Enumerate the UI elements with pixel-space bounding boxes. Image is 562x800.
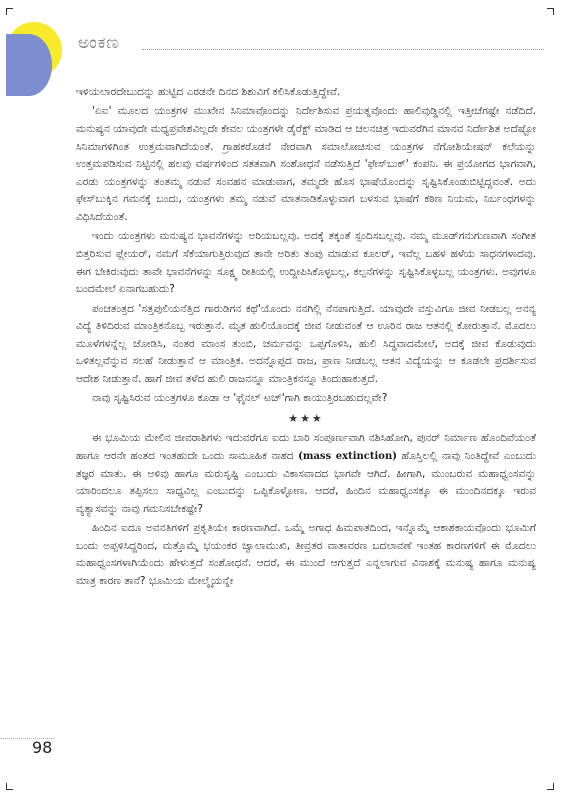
paragraph-3: ಇಂದು ಯಂತ್ರಗಳು ಮನುಷ್ಯನ ಭಾವನೆಗಳನ್ನು ಅರಿಯಬಲ್ಲವು. ಅದಕ್ಕೆ ತಕ್ಕಂತೆ ಸ್ಪಂದಿಸಬಲ್ಲವು. ನಮ್ಮ ಮೂಡ್‌ಗನುಗುಣವಾಗಿ ಸಂಗೀತ ಬಿತ್ತರಿಸುವ ಪ್ಲೇಯರ್, ನಮಗೆ ಸೆಕೆಯಾಗುತ್ತಿರುವುದ ತಾನೇ ಅರಿತು ತಂಪು ಮಾಡುವ ಕೂಲರ್, ಇವೆಲ್ಲ ಬಹಳ ಹಳೆಯ ಸಾಧನಗಳಾದವು. ಈಗ ಬೇಕಿರುವುದು ತಾವೇ ಭಾವನೆಗಳನ್ನು ಸೂಕ್ಷ್ಮ ರೀತಿಯಲ್ಲಿ ಉದ್ದೀಪಿಸಿಕೊಳ್ಳಬಲ್ಲ, ಕಲ್ಪನೆಗಳನ್ನು ಸೃಷ್ಟಿಸಿಕೊಳ್ಳಬಲ್ಲ ಯಂತ್ರಗಳು. ಅವುಗಳೂ ಬಂದಮೇಲೆ ಏನಾಗಬಹುದು? (76, 230, 536, 296)
page-number: 98 (32, 738, 53, 757)
paragraph-6-text-b: ಹೊಸ್ತಿಲಲ್ಲಿ ನಾವು ನಿಂತಿದ್ದೇವೆ ಎಂಬುದು ತಜ್ಞರ ಮಾತು. ಈ ಅಳಿವು ಹಾಗೂ ಮರುಸೃಷ್ಟಿ ಎಂಬುದು ವಿಕಾಸವಾದದ ಭಾಗವೇ ಆಗಿದೆ. ಹೀಗಾಗಿ, ಮುಂಬರುವ ಮಹಾಧ್ವಂಸವನ್ನು ಯಾರಿಂದಲೂ ತಪ್ಪಿಸಲು ಸಾಧ್ಯವಿಲ್ಲ ಎಂಬುದನ್ನು ಒಪ್ಪಿಕೊಳ್ಳೋಣ. ಆದರೆ, ಹಿಂದಿನ ಮಹಾಧ್ವಂಸಕ್ಕೂ ಈ ಮುಂದಿನದಕ್ಕೂ ಇರುವ ವ್ಯತ್ಯಾಸವನ್ನು ನಾವು ಗಮನಿಸಬೇಕಷ್ಟೇ? (76, 450, 537, 515)
paragraph-5: ನಾವು ಸೃಷ್ಟಿಸಿರುವ ಯಂತ್ರಗಳೂ ಕೂಡಾ ಆ 'ಫೈನಲ್ ಟಚ್'ಗಾಗಿ ಕಾಯುತ್ತಿರಬಹುದಲ್ಲವೇ? (92, 392, 388, 405)
section-title: ಅಂಕಣ (78, 33, 120, 53)
article-body (76, 84, 536, 592)
decorative-blue-half-circle (6, 34, 52, 96)
crop-mark-top-left (6, 8, 13, 15)
header-dotted-rule (142, 49, 544, 50)
paragraph-4: ಪಂಚತಂತ್ರದ 'ಸತ್ತಪುಲಿಯನೆತ್ತಿದ ಗಾರುಡಿಗನ ಕಥೆ'ಯೊಂದು ನನಗಿಲ್ಲಿ ನೆನಪಾಗುತ್ತಿದೆ. ಯಾವುದೇ ವಸ್ತುವಿಗೂ ಜೀವ ನೀಡಬಲ್ಲ ಅನನ್ಯ ವಿದ್ಯೆ ತಿಳಿದಿರುವ ಮಾಂತ್ರಿಕನೊಬ್ಬ ಇರುತ್ತಾನೆ. ಮೃತ ಹುಲಿಯೊಂದಕ್ಕೆ ಜೀವ ನೀಡುವಂತೆ ಆ ಊರಿನ ರಾಜ ಆತನಲ್ಲಿ ಕೋರುತ್ತಾನೆ. ಮೊದಲು ಮೂಳೆಗಳನ್ನೆಲ್ಲ ಜೋಡಿಸಿ, ನಂತರ ಮಾಂಸ ತುಂಬಿ, ಚರ್ಮವನ್ನು ಒಪ್ಪಗೊಳಿಸಿ, ಹುಲಿ ಸಿದ್ಧವಾದಮೇಲೆ, ಅದಕ್ಕೆ ಜೀವ ಕೊಡುವುದು ಒಳಿತಲ್ಲವೆನ್ನುವ ಸಲಹೆ ನೀಡುತ್ತಾನೆ ಆ ಮಾಂತ್ರಿಕ. ಅದನ್ನೊಪ್ಪದ ರಾಜ, ಪ್ರಾಣ ನೀಡಬಲ್ಲ ಆತನ ವಿದ್ಯೆಯನ್ನು ಆ ಕೂಡಲೇ ಪ್ರದರ್ಶಿಸುವ ಆದೇಶ ನೀಡುತ್ತಾನೆ. ಹಾಗೆ ಜೀವ ತಳೆದ ಹುಲಿ ರಾಜನನ್ನೂ ಮಾಂತ್ರಿಕನನ್ನೂ ತಿಂದುಹಾಕುತ್ತದೆ. (76, 302, 536, 385)
section-separator: ★★★ (288, 411, 324, 425)
crop-mark-bottom-left (6, 783, 13, 790)
paragraph-7: ಹಿಂದಿನ ಐದೂ ಅವನತಿಗಳಿಗೆ ಪ್ರಕೃತಿಯೇ ಕಾರಣವಾಗಿದೆ. ಒಮ್ಮೆ ಅಗಾಧ ಹಿಮಪಾತದಿಂದ, ಇನ್ನೊಮ್ಮೆ ಆಕಾಶಕಾಯವೊಂದು ಭೂಮಿಗೆ ಬಂದು ಅಪ್ಪಳಿಸಿದ್ದರಿಂದ, ಮತ್ತೊಮ್ಮೆ ಭಯಂಕರ ಜ್ವಾಲಾಮುಖಿ, ತೀವ್ರತರ ವಾತಾವರಣ ಬದಲಾವಣೆ ಇಂತಹ ಕಾರಣಗಳಿಗೆ ಈ ಮೊದಲು ಮಹಾಧ್ವಂಸಗಳಾಗಿಯೆಂದು ಹೇಳುತ್ತದೆ ಸಂಶೋಧನೆ. ಆದರೆ, ಈ ಮುಂದೆ ಆಗುತ್ತದೆ ಎನ್ನಲಾಗುವ ವಿನಾಶಕ್ಕೆ ಮನುಷ್ಯ ಹಾಗೂ ಮನುಷ್ಯ ಮಾತ್ರ ಕಾರಣ ತಾನೆ? ಭೂಮಿಯ ಮೇಲ್ಮೈಯನ್ನೇ (76, 522, 536, 588)
paragraph-6-text-a: ಈ ಭೂಮಿಯ ಮೇಲಿನ ಜೀವರಾಶಿಗಳು ಇದುವರೆಗೂ ಐದು ಬಾರಿ ಸಂಪೂರ್ಣವಾಗಿ ನಶಿಸಿಹೋಗಿ, ಪುನರ್ ನಿರ್ಮಾಣ ಹೊಂದಿವೆಯಂತೆ ಹಾಗೂ ಆರನೇ ಹಂತದ ಇಂತಹುದೇ ಒಂದು ಸಾಮೂಹಿಕ ನಾಶದ (76, 432, 536, 463)
paragraph-2: 'ಏಐ' ಮೂಲದ ಯಂತ್ರಗಳ ಮುಖೇನ ಸಿನಿಮಾವೊಂದನ್ನು ನಿರ್ದೇಶಿಸುವ ಪ್ರಯತ್ನವೊಂದು ಹಾಲಿವುಡ್ಡಿನಲ್ಲಿ ಇತ್ತೀಚೆಗಷ್ಟೇ ನಡೆದಿದೆ. ಮನುಷ್ಯನ ಯಾವುದೇ ಮಧ್ಯಪ್ರವೇಶವಿಲ್ಲದೇ ಕೇವಲ ಯಂತ್ರಗಳೇ ಡೈರೆಕ್ಟ್ ಮಾಡಿದ ಆ ಚಲನಚಿತ್ರ ಇದುವರೆಗಿನ ಮಾನವ ನಿರ್ದೇಶಿತ ಅದೆಷ್ಟೋ ಸಿನಿಮಾಗಳಿಗಿಂತ ಉತ್ತಮವಾಗಿದೆಯಂತೆ. ಗ್ರಾಹಕರೊಡನೆ ನೇರವಾಗಿ ಸಮಾಲೋಚಿಸುವ ಯಂತ್ರಗಳ ನೆಗೋಶಿಯೇಷನ್ ಕಲೆಯನ್ನು ಉತ್ತಮಪಡಿಸುವ ನಿಟ್ಟಿನಲ್ಲಿ ಹಲವು ವರ್ಷಗಳಿಂದ ಸತತವಾಗಿ ಸಂಶೋಧನೆ ನಡೆಸುತ್ತಿದೆ 'ಫೇಸ್‌ಬುಕ್' ಕಂಪನಿ. ಈ ಪ್ರಯೋಗದ ಭಾಗವಾಗಿ, ಎರಡು ಯಂತ್ರಗಳನ್ನು ತಂತಮ್ಮ ನಡುವೆ ಸಂವಹನ ಮಾಡುವಾಗ, ತಮ್ಮದೇ ಹೊಸ ಭಾಷೆಯೊಂದನ್ನು ಸೃಷ್ಟಿಸಿಕೊಂಡುಬಿಟ್ಟಿದ್ದವಂತೆ. ಅದು ಫೇಸ್‌ಬುಕ್ಕಿನ ಗಮನಕ್ಕೆ ಬಂದು, ಯಂತ್ರಗಳು ತಮ್ಮ ನಡುವೆ ಮಾತನಾಡಿಕೊಳ್ಳುವಾಗ ಬಳಸುವ ಭಾಷೆಗೆ ಕಠಿಣ ನಿಯಮ, ನಿರ್ಬಂಧಗಳನ್ನು ವಿಧಿಸಿದೆಯಂತೆ. (76, 105, 536, 223)
paragraph-6 (76, 430, 536, 518)
mass-extinction-term: (mass extinction) (298, 451, 397, 463)
paragraph-1: ಇಳಿಯಲಾರದೇಬುದನ್ನು ಹುಟ್ಟಿದ ಎರಡನೇ ದಿನದ ಶಿಶುವಿಗೆ ಕಲಿಸಿಕೊಡುತ್ತಿದ್ದೇವೆ. (76, 86, 341, 98)
crop-mark-bottom-right (547, 783, 554, 790)
crop-mark-top-right (547, 8, 554, 15)
